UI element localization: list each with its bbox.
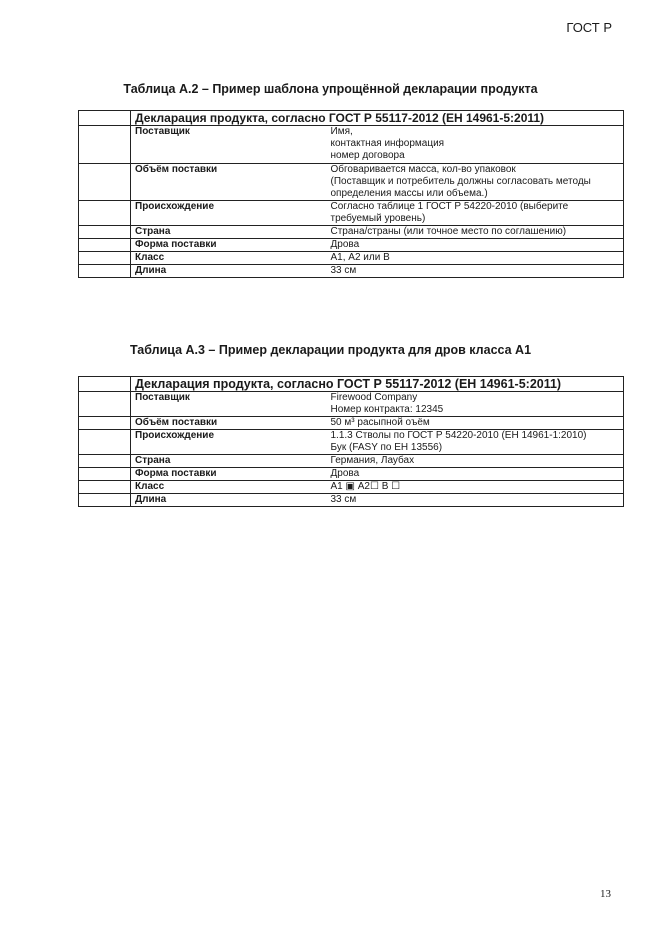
blank-cell [79,226,131,239]
row-label: Страна [131,226,327,239]
row-value: Обговаривается масса, кол-во упаковок (Поставщик и потребитель должны согласовать методы определения массы или объема.) [327,164,624,201]
row-value: 50 м³ расыпной оъём [327,417,624,430]
row-value: А1 ▣ А2☐ В ☐ [327,481,624,494]
table-a2-title: Таблица А.2 – Пример шаблона упрощённой декларации продукта [123,82,538,96]
blank-cell [79,392,131,417]
blank-cell [79,481,131,494]
row-label: Объём поставки [131,417,327,430]
table-row [79,265,624,278]
blank-cell [79,265,131,278]
table-row [79,468,624,481]
row-value: Firewood Company Номер контракта: 12345 [327,392,624,417]
row-value: 33 см [327,494,624,507]
row-value: 1.1.3 Стволы по ГОСТ Р 54220-2010 (ЕН 14961-1:2010) Бук (FASY по ЕН 13556) [327,430,624,455]
row-label: Форма поставки [131,468,327,481]
row-label: Класс [131,252,327,265]
table-a3-title: Таблица А.3 – Пример декларации продукта для дров класса А1 [129,343,532,357]
row-value: А1, А2 или В [327,252,624,265]
row-value: Согласно таблице 1 ГОСТ Р 54220-2010 (выберите требуемый уровень) [327,201,624,226]
blank-cell [79,201,131,226]
table-row [79,252,624,265]
table-row [79,430,624,455]
table-row [79,201,624,226]
table-row [79,455,624,468]
row-label: Класс [131,481,327,494]
row-label: Происхождение [131,430,327,455]
blank-cell [79,252,131,265]
blank-cell [79,377,131,392]
row-label: Форма поставки [131,239,327,252]
table-a2 [78,110,624,278]
table-row [79,481,624,494]
row-value: Дрова [327,239,624,252]
row-value: 33 см [327,265,624,278]
row-value: Дрова [327,468,624,481]
row-label: Страна [131,455,327,468]
page-number: 13 [600,888,611,900]
table-a2-heading: Декларация продукта, согласно ГОСТ Р 55117-2012 (ЕН 14961-5:2011) [131,111,624,126]
row-label: Объём поставки [131,164,327,201]
document-code: ГОСТ Р [566,20,612,35]
blank-cell [79,111,131,126]
table-row [79,239,624,252]
table-row [79,126,624,164]
table-row [79,494,624,507]
blank-cell [79,430,131,455]
table-row [79,226,624,239]
row-value: Имя, контактная информация номер договора [327,126,624,164]
blank-cell [79,455,131,468]
row-label: Длина [131,265,327,278]
table-a3-heading: Декларация продукта, согласно ГОСТ Р 55117-2012 (ЕН 14961-5:2011) [131,377,624,392]
row-label: Происхождение [131,201,327,226]
table-a2-heading-row [79,111,624,126]
blank-cell [79,239,131,252]
row-value: Страна/страны (или точное место по соглашению) [327,226,624,239]
blank-cell [79,417,131,430]
table-a3 [78,376,624,507]
table-row [79,392,624,417]
blank-cell [79,494,131,507]
blank-cell [79,126,131,164]
row-label: Длина [131,494,327,507]
table-a3-heading-row [79,377,624,392]
table-row [79,417,624,430]
row-label: Поставщик [131,392,327,417]
blank-cell [79,468,131,481]
table-row [79,164,624,201]
blank-cell [79,164,131,201]
row-value: Германия, Лаубах [327,455,624,468]
row-label: Поставщик [131,126,327,164]
